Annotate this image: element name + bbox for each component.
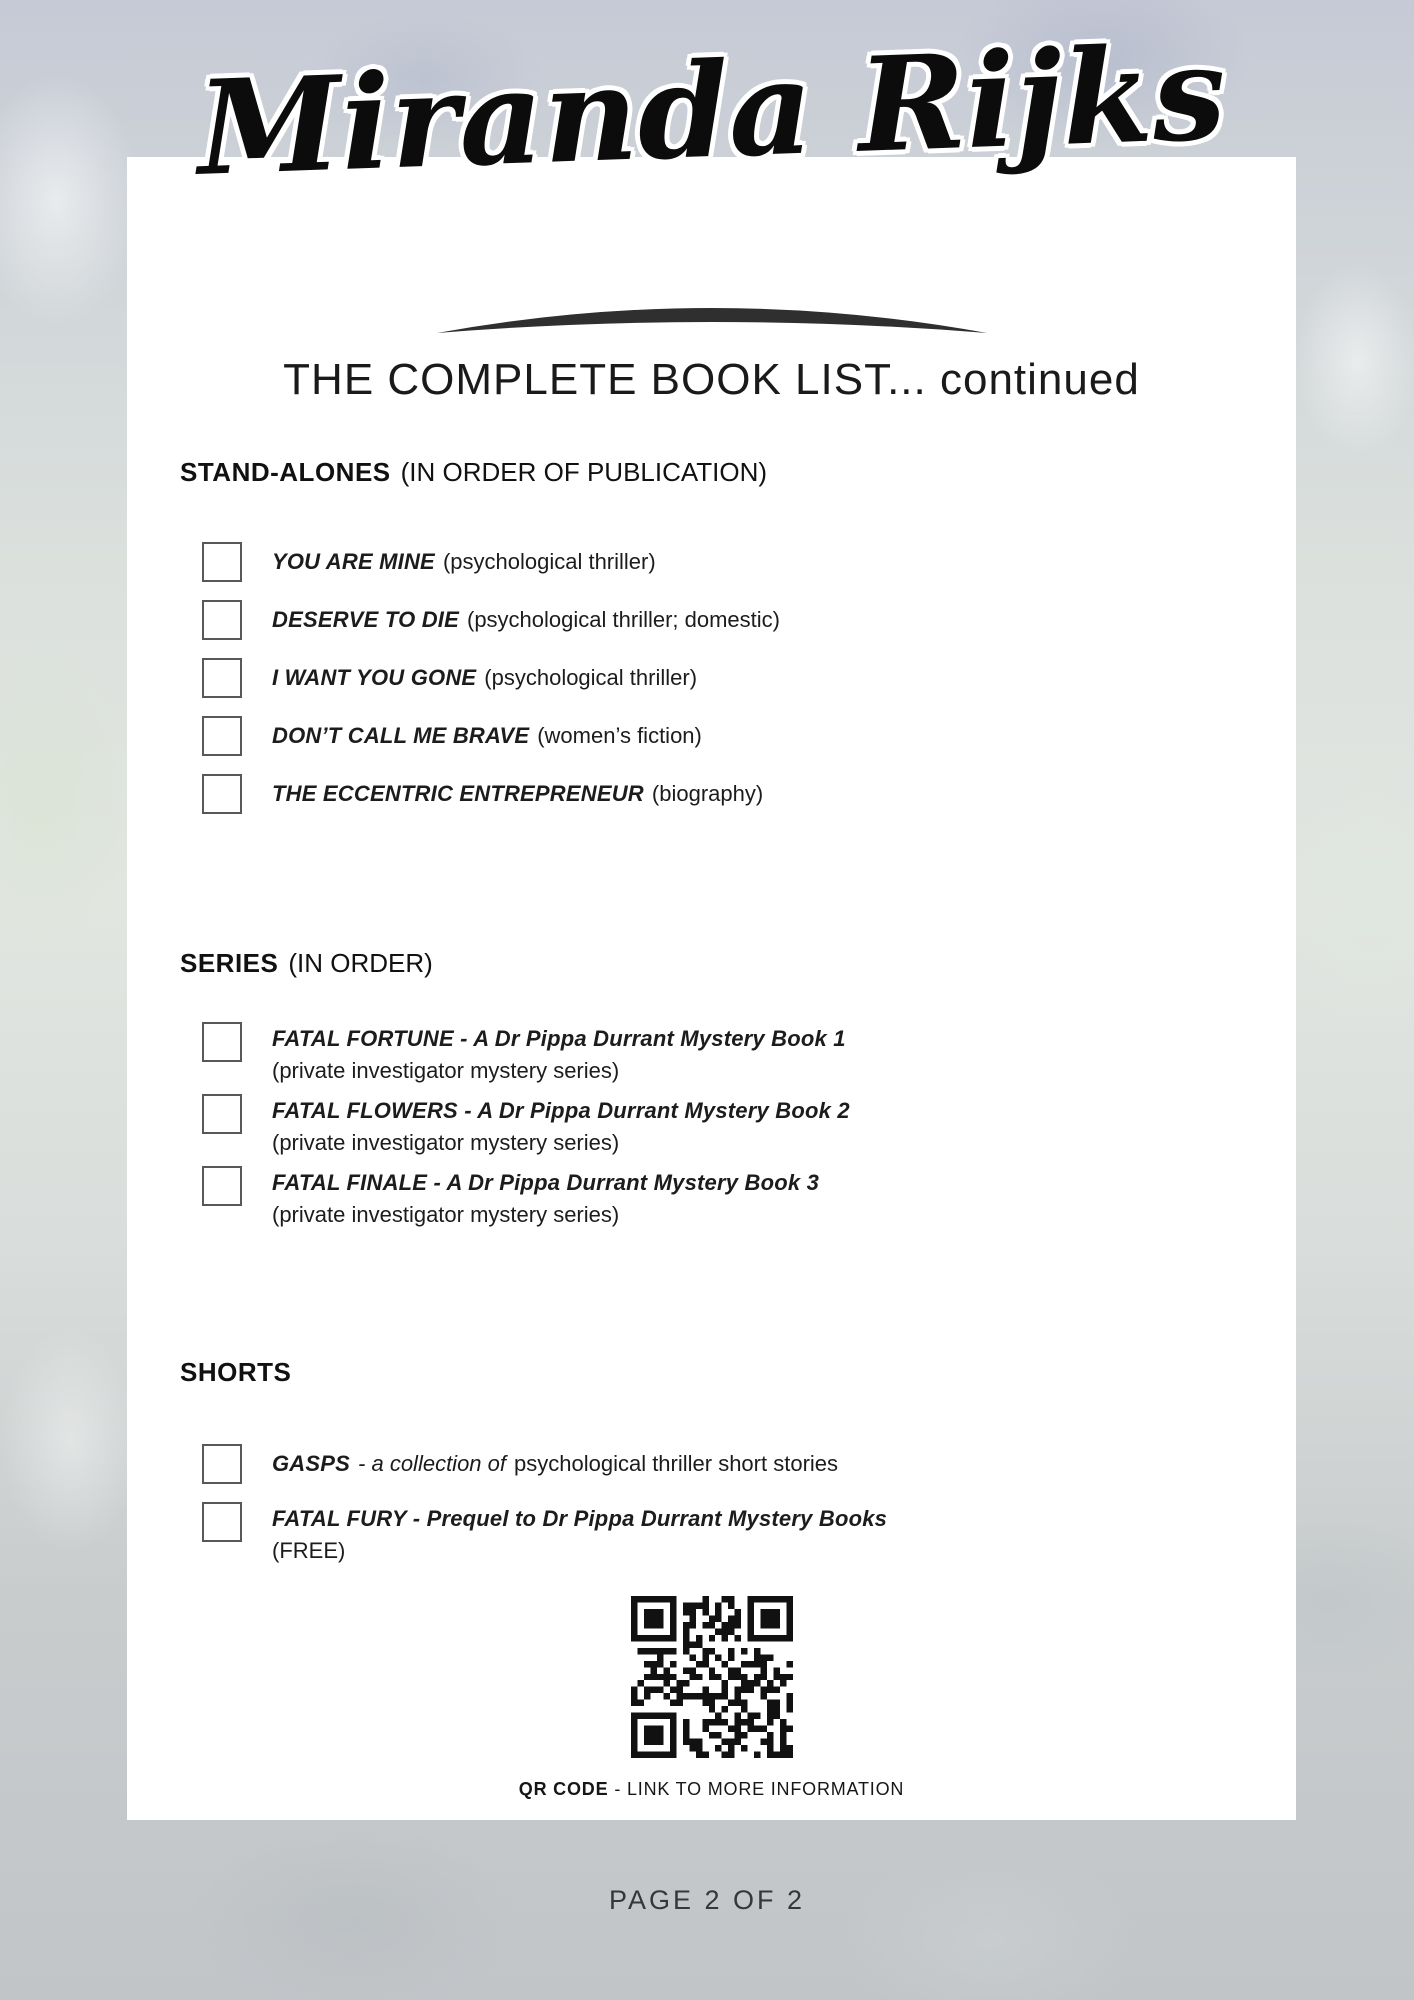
book-item (202, 716, 1243, 756)
book-title: I WANT YOU GONE (272, 665, 477, 690)
book-list-card (127, 16, 1296, 1820)
book-note: (psychological thriller; domestic) (467, 607, 780, 632)
heading-note: (IN ORDER OF PUBLICATION) (400, 457, 768, 487)
checkbox[interactable] (202, 1444, 242, 1484)
book-note: (psychological thriller) (442, 549, 656, 574)
content (180, 457, 1243, 1800)
checkbox[interactable] (202, 658, 242, 698)
heading-label: SERIES (180, 948, 279, 978)
section-heading (180, 948, 1243, 978)
book-item (202, 1166, 1243, 1230)
section-shorts (180, 1357, 1243, 1566)
book-text (272, 1094, 850, 1158)
book-item (202, 1502, 1243, 1566)
book-item (202, 542, 1243, 582)
qr-caption-text: - LINK TO MORE INFORMATION (614, 1779, 905, 1799)
checkbox[interactable] (202, 716, 242, 756)
book-line (272, 1451, 838, 1477)
qr-code (180, 1596, 1243, 1763)
book-note: (biography) (651, 781, 764, 806)
book-text (272, 1022, 846, 1086)
checkbox[interactable] (202, 1502, 242, 1542)
book-line (272, 607, 780, 633)
book-line (272, 665, 697, 691)
book-title: YOU ARE MINE (272, 549, 435, 574)
checkbox[interactable] (202, 774, 242, 814)
checkbox[interactable] (202, 1022, 242, 1062)
book-text (272, 1166, 819, 1230)
qr-caption (180, 1779, 1243, 1800)
checkbox[interactable] (202, 1094, 242, 1134)
book-line (272, 1170, 819, 1195)
book-item (202, 658, 1243, 698)
book-title: FATAL FLOWERS - A Dr Pippa Durrant Mystery Book 2 (272, 1098, 850, 1123)
book-text (272, 1502, 887, 1566)
checkbox[interactable] (202, 1166, 242, 1206)
checkbox[interactable] (202, 600, 242, 640)
heading-note: (IN ORDER) (288, 948, 433, 978)
book-items (180, 542, 1243, 814)
book-title: FATAL FURY - Prequel to Dr Pippa Durrant Mystery Books (272, 1506, 888, 1531)
book-line (272, 1026, 846, 1051)
section-heading (180, 457, 1243, 487)
book-title: FATAL FINALE - A Dr Pippa Durrant Mystery Book 3 (272, 1170, 820, 1195)
book-item (202, 774, 1243, 814)
book-subnote: (FREE) (272, 1538, 346, 1563)
book-items (180, 1022, 1243, 1230)
logo-swoosh-icon (432, 299, 992, 348)
page-title: THE COMPLETE BOOK LIST... continued (283, 355, 1140, 404)
book-note: psychological thriller short stories (514, 1451, 839, 1476)
book-subnote: (private investigator mystery series) (272, 1130, 620, 1155)
heading-label: STAND-ALONES (180, 457, 391, 487)
book-title: DON’T CALL ME BRAVE (272, 723, 530, 748)
book-item (202, 1094, 1243, 1158)
book-title: THE ECCENTRIC ENTREPRENEUR (272, 781, 644, 806)
author-logo: Miranda Rijks (194, 16, 1229, 205)
book-line (272, 1098, 850, 1123)
section-stand-alones (180, 457, 1243, 814)
section-heading (180, 1357, 1243, 1387)
section-series (180, 948, 1243, 1230)
book-title: GASPS (272, 1451, 351, 1476)
book-title: FATAL FORTUNE - A Dr Pippa Durrant Mystery Book 1 (272, 1026, 846, 1051)
book-item (202, 1444, 1243, 1484)
book-line (272, 549, 656, 575)
book-items (180, 1444, 1243, 1566)
book-subnote: (private investigator mystery series) (272, 1058, 620, 1083)
book-note: (women’s fiction) (537, 723, 702, 748)
book-title: DESERVE TO DIE (272, 607, 459, 632)
book-item (202, 600, 1243, 640)
page-number: PAGE 2 OF 2 (608, 1885, 806, 1915)
book-line (272, 781, 763, 807)
qr-caption-label: QR CODE (518, 1779, 609, 1799)
qr-code-icon (631, 1596, 793, 1758)
book-line (272, 1506, 887, 1531)
book-note: (psychological thriller) (484, 665, 698, 690)
book-note-italic: - a collection of (358, 1451, 506, 1476)
book-line (272, 723, 702, 749)
book-subnote: (private investigator mystery series) (272, 1202, 620, 1227)
heading-label: SHORTS (180, 1357, 292, 1387)
book-item (202, 1022, 1243, 1086)
checkbox[interactable] (202, 542, 242, 582)
